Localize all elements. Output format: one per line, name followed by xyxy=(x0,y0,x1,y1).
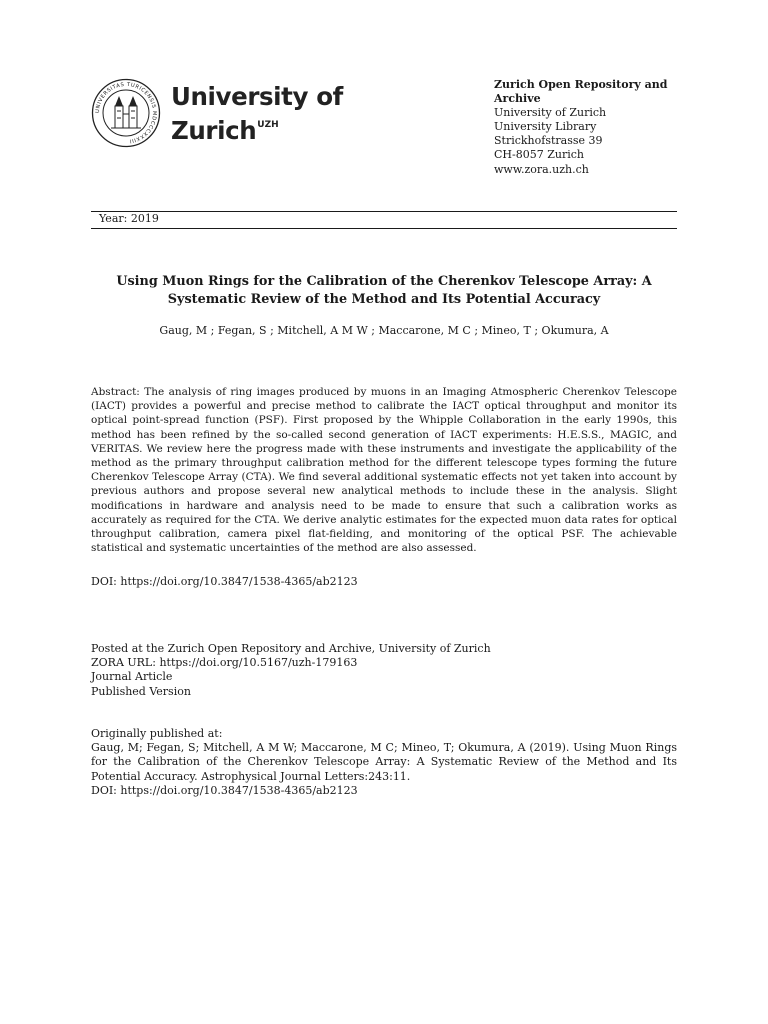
abstract: Abstract: The analysis of ring images produced by muons in an Imaging Atmospheric Cherenkov Telescope (IACT) provides a powerful and precise method to calibrate the IACT optical throughput and monitor its optical point-spread function (PSF). First proposed by the Whipple Collaboration in the early 1990s, this method has been refined by the so-called second generation of IACT experiments: H.E.S.S., MAGIC, and VERITAS. We review here the progress made with these instruments and investigate the applicability of the method as the primary throughput calibration method for the different telescope types forming the future Cherenkov Telescope Array (CTA). We find several additional systematic effects not yet taken into account by previous authors and propose several new analytical methods to include these in the analysis. Slight modifications in hardware and analysis need to be made to ensure that such a calibration works as accurately as required for the CTA. We derive analytic estimates for the expected muon data rates for optical throughput calibration, camera pixel flat-fielding, and monitoring of the optical PSF. The achievable statistical and systematic uncertainties of the method are also assessed. xyxy=(91,386,677,555)
top-rule xyxy=(91,211,677,212)
zora-url[interactable]: ZORA URL: https://doi.org/10.5167/uzh-179163 xyxy=(91,656,358,670)
repository-url[interactable]: www.zora.uzh.ch xyxy=(494,162,589,176)
uzh-superscript: UZH xyxy=(257,119,279,130)
repository-title: Zurich Open Repository and Archive xyxy=(494,78,668,106)
university-name xyxy=(171,82,343,145)
year-label: Year: 2019 xyxy=(99,212,159,225)
repository-line: Strickhofstrasse 39 xyxy=(494,134,603,148)
citation: Gaug, M; Fegan, S; Mitchell, A M W; Maccarone, M C; Mineo, T; Okumura, A (2019). Using Muon Rings for the Calibration of the Cherenkov Telescope Array: A Systematic Review of the Method and Its Potential Accuracy. Astrophysical Journal Letters:243:11. xyxy=(91,741,677,783)
university-name-line2: Zurich$^{UZH}$ xyxy=(171,115,279,145)
university-seal-icon xyxy=(91,78,161,148)
repository-line: CH-8057 Zurich xyxy=(494,148,584,162)
posted-line: Posted at the Zurich Open Repository and Archive, University of Zurich xyxy=(91,642,491,655)
repository-address xyxy=(494,78,704,177)
svg-text:UNIVERSITAS TURICENSIS MDCCCXX xyxy=(95,82,157,144)
university-name-line1: University of xyxy=(171,81,343,111)
posted-info xyxy=(91,642,677,699)
repository-line: University Library xyxy=(494,120,597,134)
posted-line: Published Version xyxy=(91,684,191,698)
originally-published-label: Originally published at: xyxy=(91,727,223,740)
doi-link[interactable]: DOI: https://doi.org/10.3847/1538-4365/ab2123 xyxy=(91,575,358,588)
bottom-rule xyxy=(91,228,677,229)
posted-line: Journal Article xyxy=(91,670,173,684)
university-logo xyxy=(91,78,343,148)
authors: Gaug, M ; Fegan, S ; Mitchell, A M W ; Maccarone, M C ; Mineo, T ; Okumura, A xyxy=(159,324,609,337)
citation-doi-link[interactable]: DOI: https://doi.org/10.3847/1538-4365/ab2123 xyxy=(91,783,358,797)
originally-published xyxy=(91,727,677,798)
repository-line: University of Zurich xyxy=(494,106,607,120)
paper-title: Using Muon Rings for the Calibration of the Cherenkov Telescope Array: A Systematic Review of the Method and Its Potential Accuracy xyxy=(116,274,652,307)
seal-text: UNIVERSITAS TURICENSIS MDCCCXXXIII xyxy=(94,81,158,144)
